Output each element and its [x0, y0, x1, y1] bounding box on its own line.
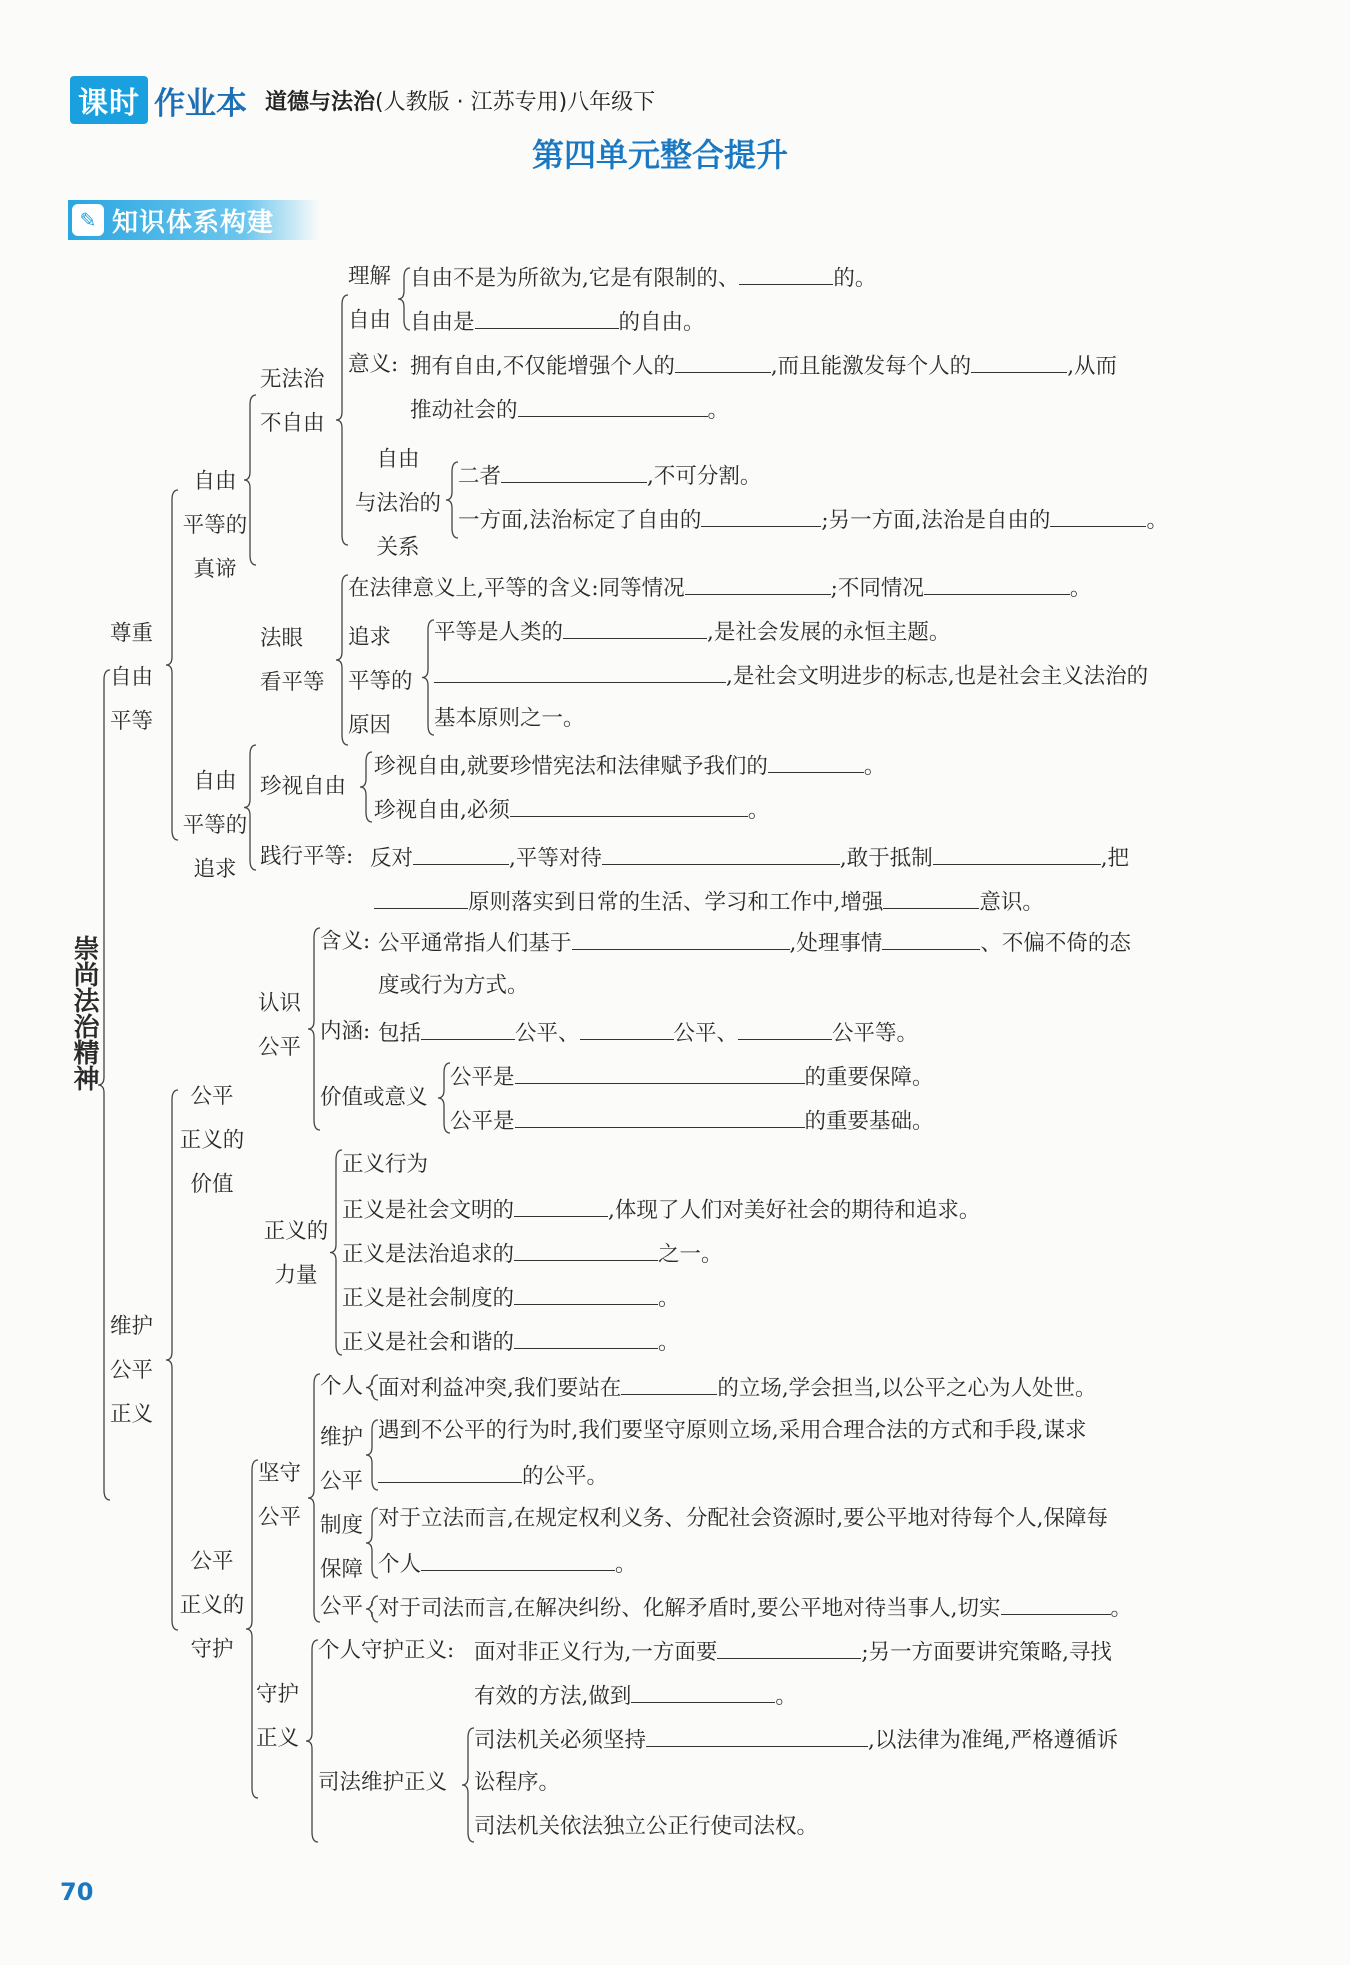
- blank[interactable]: [717, 1636, 861, 1659]
- node-value-of-justice: 公平 正义的 价值: [179, 1084, 245, 1197]
- node-judicial-guard: 司法维护正义: [318, 1770, 448, 1795]
- blank[interactable]: [515, 1061, 805, 1084]
- section-title: 知识体系构建: [112, 207, 275, 238]
- blank[interactable]: [421, 1548, 615, 1571]
- node-definition: 含义:: [320, 929, 371, 954]
- line-a7: 在法律意义上,平等的含义:同等情况 ;不同情况 。: [348, 572, 1091, 604]
- blank[interactable]: [510, 794, 748, 817]
- node-guarding-justice: 公平 正义的 守护: [179, 1549, 245, 1662]
- bracket-relationship: [446, 462, 458, 538]
- line-a3: 拥有自由,不仅能增强个人的 ,而且能激发每个人的 ,从而: [410, 350, 1117, 382]
- node-personal-guard: 个人守护正义:: [318, 1638, 455, 1663]
- bracket-judicial: [462, 1728, 474, 1842]
- bracket-individual: [366, 1375, 378, 1400]
- blank[interactable]: [701, 504, 821, 527]
- node-connotation: 内涵:: [320, 1019, 371, 1044]
- bracket-value: [438, 1063, 450, 1133]
- line-a2: 自由是 的自由。: [410, 306, 705, 338]
- node-practice-equality: 践行平等:: [260, 844, 354, 869]
- line-a11: 珍视自由,就要珍惜宪法和法律赋予我们的 。: [374, 750, 885, 782]
- node-reasons: 追求 平等的 原因: [348, 625, 413, 738]
- line-c2: 正义是社会文明的 ,体现了人们对美好社会的期待和追求。: [342, 1194, 980, 1226]
- line-a5: 二者 ,不可分割。: [458, 460, 761, 492]
- line-a12: 珍视自由,必须 。: [374, 794, 769, 826]
- bracket-respect: [166, 490, 178, 840]
- bracket-uphold: [308, 1374, 320, 1622]
- line-a14: 原则落实到日常的生活、学习和工作中,增强 意识。: [374, 886, 1044, 918]
- line-a8: 平等是人类的 ,是社会发展的永恒主题。: [434, 616, 950, 648]
- blank[interactable]: [514, 1194, 608, 1217]
- node-pursuit: 自由 平等的 追求: [182, 769, 248, 882]
- line-e3: 司法机关必须坚持 ,以法律为准绳,严格遵循诉: [474, 1724, 1118, 1756]
- line-e1: 面对非正义行为,一方面要 ;另一方面要讲究策略,寻找: [474, 1636, 1112, 1668]
- blank[interactable]: [924, 572, 1070, 595]
- bracket-system: [366, 1508, 378, 1578]
- bracket-equality-law: [336, 575, 348, 745]
- blank[interactable]: [685, 572, 831, 595]
- node-freedom: 自由: [348, 308, 392, 333]
- bracket-understand-freedom: [398, 268, 410, 330]
- blank[interactable]: [883, 886, 979, 909]
- line-e5: 司法机关依法独立公正行使司法权。: [474, 1814, 819, 1839]
- bracket-reasons: [422, 620, 434, 735]
- blank[interactable]: [580, 1017, 674, 1040]
- line-c3: 正义是法治追求的 之一。: [342, 1238, 723, 1270]
- node-respect-freedom-equality: 尊重 自由 平等: [110, 621, 154, 734]
- blank[interactable]: [738, 1017, 832, 1040]
- node-understand-fairness: 认识 公平: [258, 991, 302, 1060]
- blank[interactable]: [1001, 1592, 1111, 1615]
- blank[interactable]: [378, 1460, 522, 1483]
- blank[interactable]: [971, 350, 1067, 373]
- line-d3: 的公平。: [378, 1460, 608, 1492]
- line-a6: 一方面,法治标定了自由的 ;另一方面,法治是自由的 。: [458, 504, 1168, 536]
- node-essence: 自由 平等的 真谛: [182, 469, 248, 582]
- line-d1: 面对利益冲突,我们要站在 的立场,学会担当,以公平之心为人处世。: [378, 1372, 1097, 1404]
- logo-mark: 课时: [70, 76, 148, 124]
- blank[interactable]: [475, 306, 619, 329]
- blank[interactable]: [563, 616, 707, 639]
- node-maintain-fairness-justice: 维护 公平 正义: [110, 1314, 154, 1427]
- bracket-guard-justice: [306, 1640, 318, 1842]
- node-system-guarantee: 制度 保障: [320, 1513, 364, 1582]
- node-fair: 公平: [320, 1594, 364, 1619]
- blank[interactable]: [434, 660, 726, 683]
- blank[interactable]: [501, 460, 647, 483]
- node-value-meaning: 价值或意义: [320, 1085, 428, 1110]
- node-no-rule-no-freedom: 无法治 不自由: [260, 367, 325, 436]
- line-d5: 个人 。: [378, 1548, 637, 1580]
- blank[interactable]: [646, 1724, 868, 1747]
- root-topic-text: 崇尚法治精神: [69, 935, 99, 1091]
- node-individual: 个人: [320, 1374, 364, 1399]
- line-d4: 对于立法而言,在规定权利义务、分配社会资源时,要公平地对待每个人,保障每: [378, 1506, 1109, 1531]
- line-e4: 讼程序。: [474, 1770, 561, 1795]
- node-uphold-fairness: 坚守 公平: [258, 1461, 302, 1530]
- line-d2: 遇到不公平的行为时,我们要坚守原则立场,采用合理合法的方式和手段,谋求: [378, 1418, 1087, 1443]
- logo-text: 作业本: [154, 85, 247, 122]
- node-meaning: 意义:: [348, 352, 399, 377]
- line-a13: 反对 ,平等对待 ,敢于抵制 ,把: [370, 842, 1129, 874]
- knowledge-icon: ✎: [72, 204, 104, 236]
- line-a9: ,是社会文明进步的标志,也是社会主义法治的: [434, 660, 1148, 692]
- blank[interactable]: [602, 842, 840, 865]
- blank[interactable]: [514, 1326, 658, 1349]
- node-guard-justice: 守护 正义: [256, 1682, 300, 1751]
- line-e2: 有效的方法,做到 。: [474, 1680, 797, 1712]
- line-d6: 对于司法而言,在解决纠纷、化解矛盾时,要公平地对待当事人,切实 。: [378, 1592, 1132, 1624]
- blank[interactable]: [768, 750, 864, 773]
- line-a1: 自由不是为所欲为,它是有限制的、 的。: [410, 262, 876, 294]
- bracket-fair: [366, 1596, 378, 1622]
- bracket-cherish: [360, 752, 372, 822]
- blank[interactable]: [374, 886, 468, 909]
- blank[interactable]: [514, 1238, 658, 1261]
- line-b2: 度或行为方式。: [378, 973, 529, 998]
- edition: (人教版 · 江苏专用)八年级下: [375, 89, 656, 115]
- blank[interactable]: [1050, 504, 1146, 527]
- blank[interactable]: [515, 1105, 805, 1128]
- blank[interactable]: [933, 842, 1101, 865]
- line-c5: 正义是社会和谐的 。: [342, 1326, 680, 1358]
- blank[interactable]: [413, 842, 509, 865]
- line-c1: 正义行为: [342, 1152, 429, 1177]
- root-topic: [68, 935, 98, 1099]
- node-equality-in-law: 法眼 看平等: [260, 626, 325, 695]
- line-b5: 公平是 的重要基础。: [450, 1105, 934, 1137]
- page-number: 70: [60, 1878, 94, 1906]
- node-cherish-freedom: 珍视自由: [260, 774, 347, 799]
- bracket-fairness: [308, 928, 320, 1130]
- blank[interactable]: [739, 262, 833, 285]
- blank[interactable]: [421, 1017, 515, 1040]
- blank[interactable]: [621, 1372, 717, 1395]
- blank[interactable]: [572, 927, 790, 950]
- blank[interactable]: [882, 927, 980, 950]
- line-b4: 公平是 的重要保障。: [450, 1061, 934, 1093]
- blank[interactable]: [514, 1282, 658, 1305]
- bracket-maintain-fair: [366, 1420, 378, 1490]
- blank[interactable]: [631, 1680, 775, 1703]
- node-understand: 理解: [348, 264, 392, 289]
- line-a4: 推动社会的 。: [410, 394, 729, 426]
- line-b3: 包括 公平、 公平、 公平等。: [378, 1017, 918, 1049]
- node-relationship: 自由 与法治的 关系: [354, 447, 441, 560]
- node-maintain-fairness: 维护 公平: [320, 1425, 364, 1494]
- page-title: 第四单元整合提升: [531, 136, 788, 174]
- line-b1: 公平通常指人们基于 ,处理事情 、不偏不倚的态: [378, 927, 1131, 959]
- blank[interactable]: [675, 350, 771, 373]
- subject-name: 道德与法治: [265, 89, 376, 115]
- line-c4: 正义是社会制度的 。: [342, 1282, 680, 1314]
- node-power-of-justice: 正义的 力量: [263, 1219, 329, 1288]
- bracket-no-rule: [336, 295, 348, 545]
- blank[interactable]: [518, 394, 708, 417]
- line-a10: 基本原则之一。: [434, 706, 585, 731]
